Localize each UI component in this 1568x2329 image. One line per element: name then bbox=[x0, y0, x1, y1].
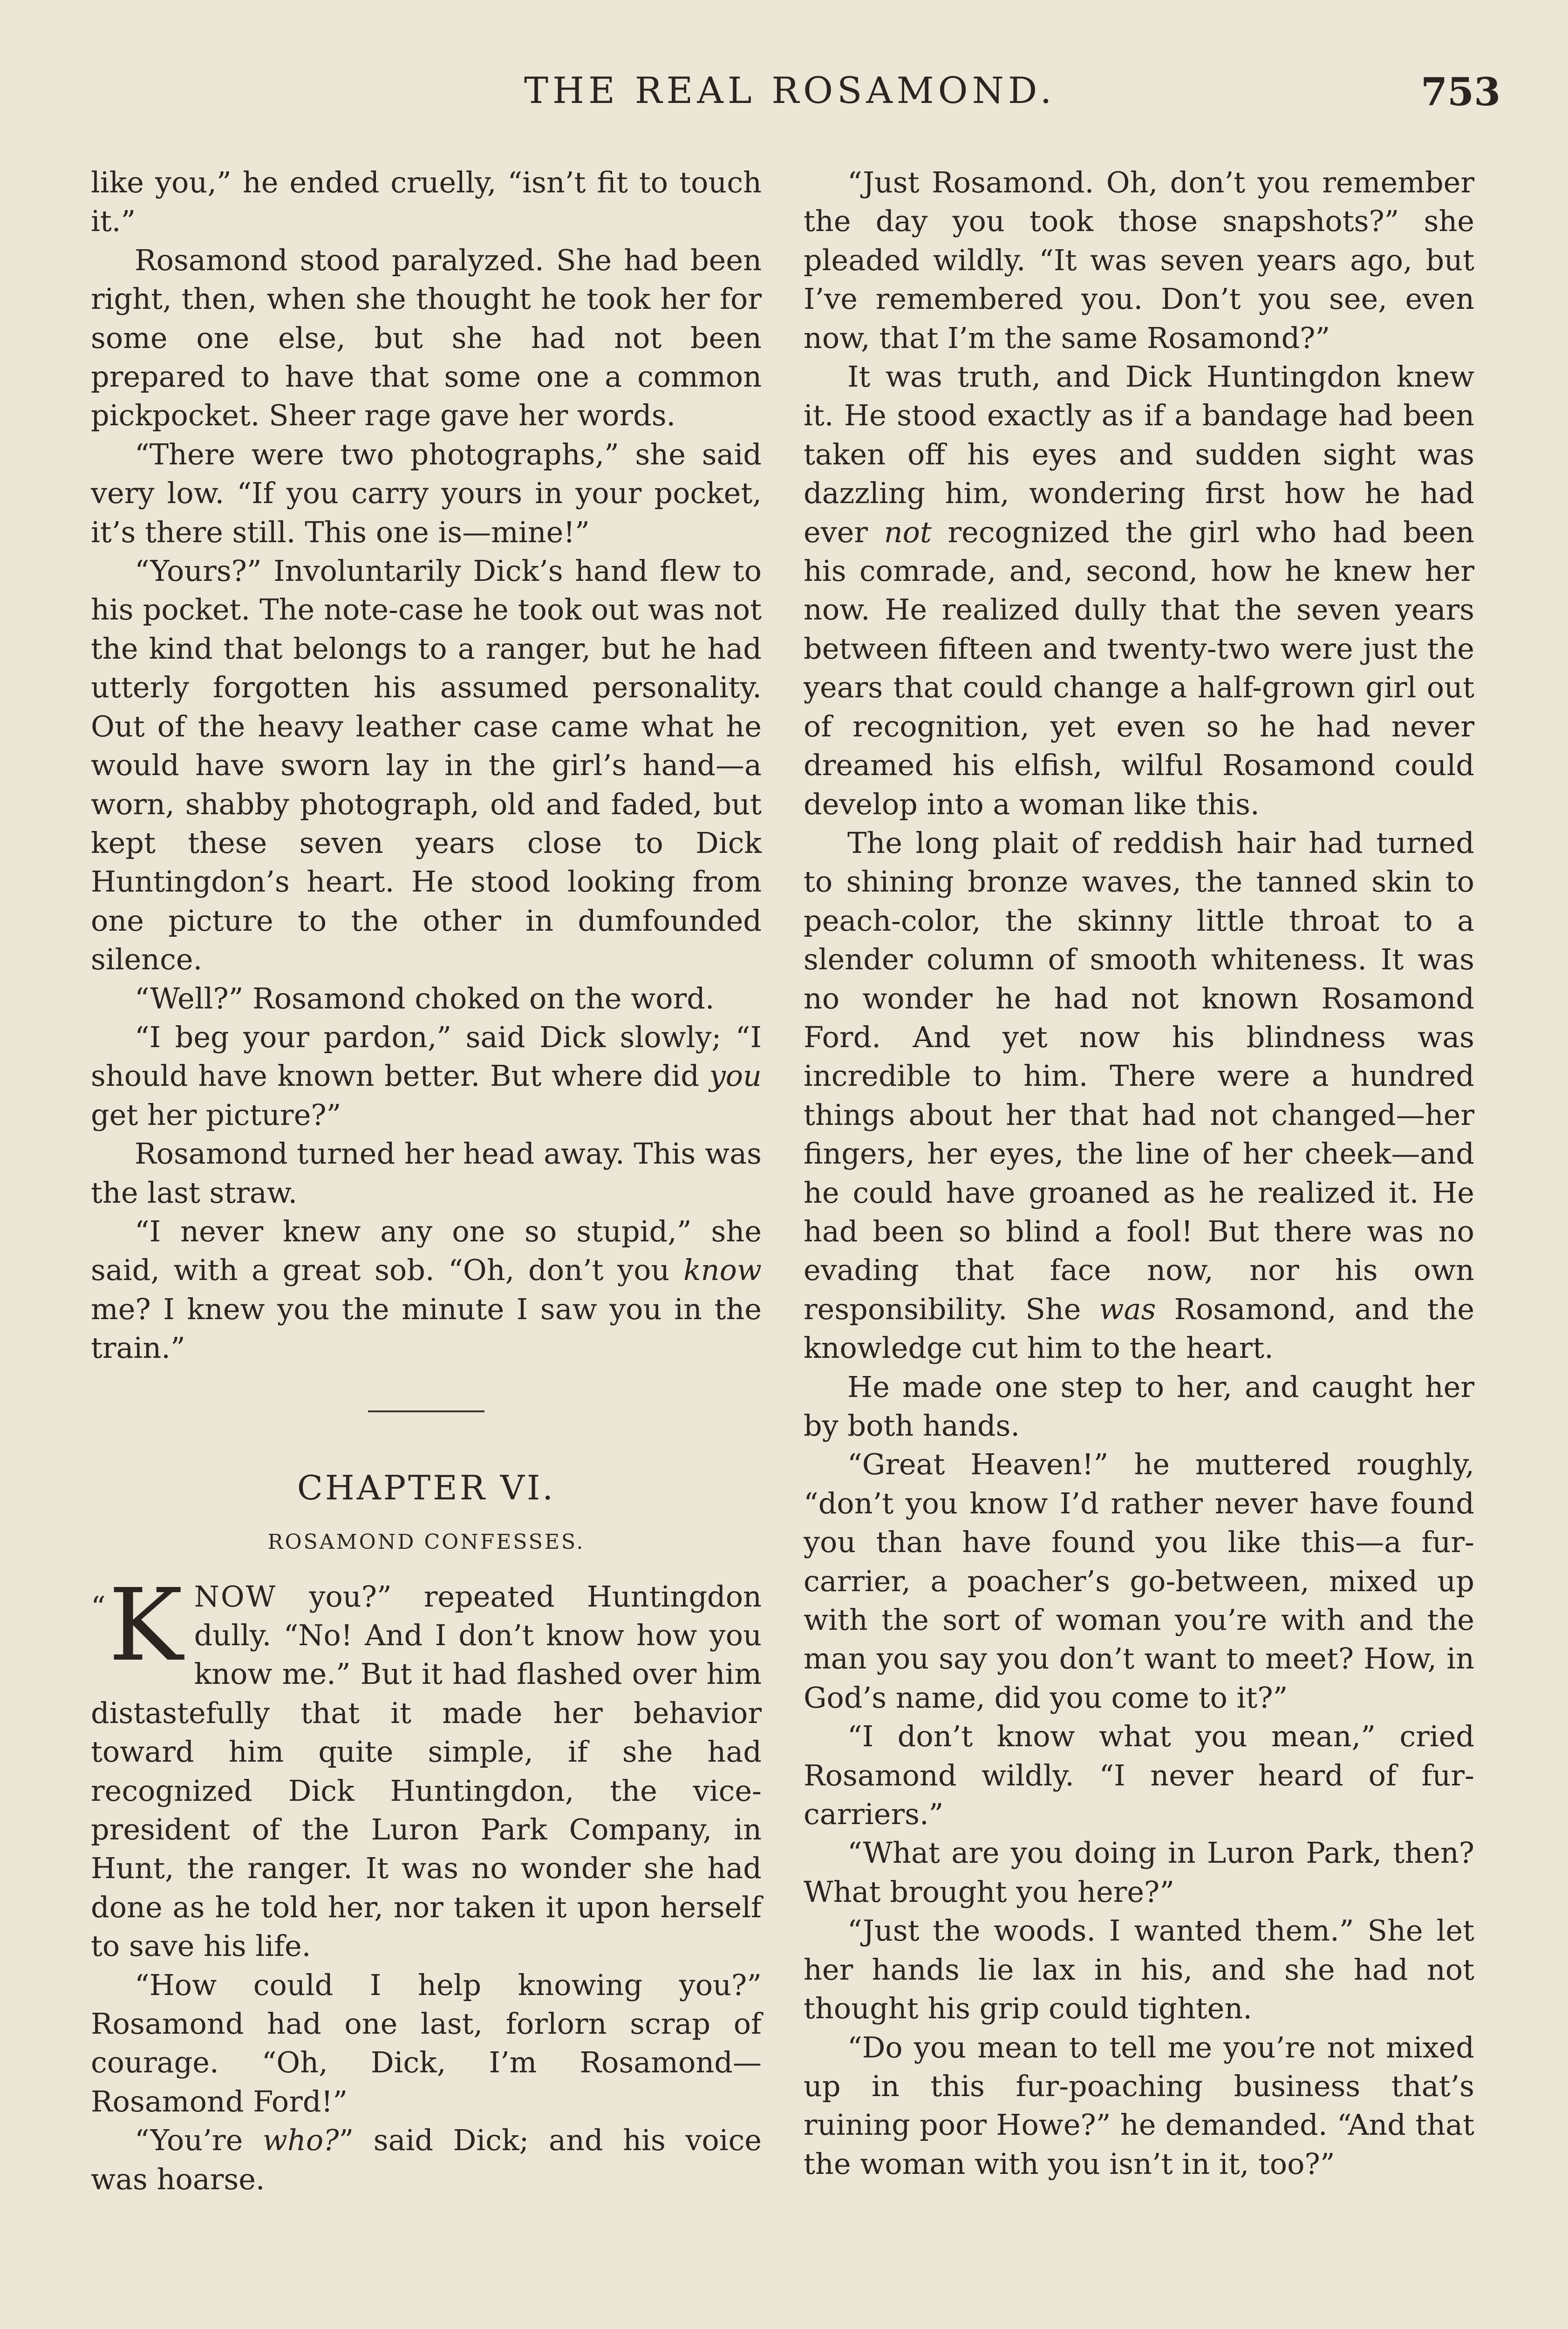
text-run: “You’re bbox=[135, 2123, 263, 2158]
paragraph: “Do you mean to tell me you’re not mixed up in this fur-poaching business that’s ruining poor Howe?” he demanded. “And that the woman with you isn’t in it, too?” bbox=[804, 2030, 1474, 2181]
paragraph bbox=[91, 2121, 762, 2199]
drop-cap-letter: K bbox=[108, 1567, 183, 1683]
paragraph: “Yours?” Involuntarily Dick’s hand flew to his pocket. The note-case he took out was not the kind that belongs to a ranger, but he had utterly forgotten his assumed personality. Out of the heavy leather case came what he would have sworn lay in the girl’s hand—a worn, shabby photograph, old and faded, but kept these seven years close to Dick Huntingdon’s heart. He stood looking from one picture to the other in dumfounded silence. bbox=[91, 554, 762, 977]
running-head: THE REAL ROSAMOND. bbox=[524, 70, 1056, 112]
right-column bbox=[804, 163, 1474, 2183]
paragraph bbox=[804, 824, 1474, 1368]
paragraph: “Great Heaven!” he muttered roughly, “don’t you know I’d rather never have found you than have found you like this—a fur-carrier, a poacher’s go-between, mixed up with the sort of woman you’re with and the man you say you don’t want to meet? How, in God’s name, did you come to it?” bbox=[804, 1447, 1474, 1715]
chapter-opening-paragraph bbox=[91, 1567, 762, 1966]
text-run: The long plait of reddish hair had turned to shining bronze waves, the tanned skin to peach-color, the skinny little throat to a slender column of smooth whiteness. It was no wonder he had not known Rosamond Ford. And yet now his blindness was incredible to him. There were a hundred things about her that had not changed—her fingers, her eyes, the line of her cheek—and he could have groaned as he realized it. He had been so blind a fool! But there was no evading that face now, nor his own responsibility. She bbox=[804, 825, 1474, 1326]
paragraph: Rosamond stood paralyzed. She had been right, then, when she thought he took her for some one else, but she had not been prepared to have that some one a common pickpocket. Sheer rage gave her words. bbox=[91, 243, 762, 433]
paragraph: “Just Rosamond. Oh, don’t you remember the day you took those snapshots?” she pleaded wildly. “It was seven years ago, but I’ve remembered you. Don’t you see, even now, that I’m the same Rosamond?” bbox=[804, 165, 1474, 355]
paragraph bbox=[91, 1018, 762, 1134]
paragraph: “There were two photographs,” she said very low. “If you carry yours in your pocket, it’s there still. This one is—mine!” bbox=[91, 437, 762, 549]
paragraph: “I don’t know what you mean,” cried Rosamond wildly. “I never heard of fur-carriers.” bbox=[804, 1719, 1474, 1832]
text-run: recognized the girl who had been his comrade, and, second, how he knew her now. He realized dully that the seven years between fifteen and twenty-two were just the years that could change a half-grown girl out of recognition, yet even so he had never dreamed his elfish, wilful Rosamond could develop into a woman like this. bbox=[804, 515, 1474, 821]
paragraph: Rosamond turned her head away. This was the last straw. bbox=[91, 1137, 762, 1210]
text-run: get her picture?” bbox=[91, 1097, 341, 1132]
paragraph: He made one step to her, and caught her by both hands. bbox=[804, 1369, 1474, 1443]
text-run: “I beg your pardon,” said Dick slowly; “I should have known better. But where did bbox=[91, 1020, 762, 1093]
italic-text: who? bbox=[262, 2123, 339, 2158]
paragraph: “What are you doing in Luron Park, then? What brought you here?” bbox=[804, 1836, 1474, 1909]
italic-text: not bbox=[884, 515, 932, 549]
paragraph bbox=[804, 357, 1474, 824]
italic-text: was bbox=[1099, 1292, 1156, 1326]
section-divider bbox=[368, 1410, 484, 1412]
text-run: you?” repeated Huntingdon dully. “No! And I don’t know how you know me.” But it had flashed over him distastefully that it made her behavior toward him quite simple, if she had recognized Dick Huntingdon, the vice-president of the Luron Park Company, in Hunt, the ranger. It was no wonder she had done as he told her, nor taken it upon herself to save his life. bbox=[91, 1579, 762, 1963]
paragraph: “How could I help knowing you?” Rosamond had one last, forlorn scrap of courage. “Oh, Dick, I’m Rosamond—Rosamond Ford!” bbox=[91, 1968, 762, 2118]
italic-text: you bbox=[709, 1059, 762, 1093]
drop-cap bbox=[91, 1567, 183, 1683]
text-run: “I never knew any one so stupid,” she said, with a great sob. “Oh, don’t you bbox=[91, 1214, 762, 1287]
small-caps-text: NOW bbox=[194, 1579, 277, 1614]
drop-cap-quote: “ bbox=[91, 1589, 106, 1624]
text-run: It was truth, and Dick Huntingdon knew it. He stood exactly as if a bandage had been taken off his eyes and sudden sight was dazzling him, wondering first how he had ever bbox=[804, 360, 1474, 549]
paragraph bbox=[91, 1212, 762, 1368]
italic-text: know bbox=[683, 1253, 762, 1287]
text-run: me? I knew you the minute I saw you in the train.” bbox=[91, 1292, 762, 1365]
chapter-subtitle: ROSAMOND CONFESSES. bbox=[267, 1530, 585, 1554]
chapter-title: CHAPTER VI. bbox=[297, 1468, 556, 1507]
paragraph: “Well?” Rosamond choked on the word. bbox=[135, 981, 715, 1015]
text-run: ” said Dick; and his voice was hoarse. bbox=[91, 2123, 762, 2196]
page-number: 753 bbox=[1421, 70, 1501, 115]
text-run: Rosamond, and the knowledge cut him to the heart. bbox=[804, 1292, 1475, 1365]
paragraph: like you,” he ended cruelly, “isn’t fit to touch it.” bbox=[91, 165, 762, 238]
paragraph: “Just the woods. I wanted them.” She let her hands lie lax in his, and she had not thought his grip could tighten. bbox=[804, 1914, 1474, 2026]
left-column bbox=[91, 163, 762, 2199]
